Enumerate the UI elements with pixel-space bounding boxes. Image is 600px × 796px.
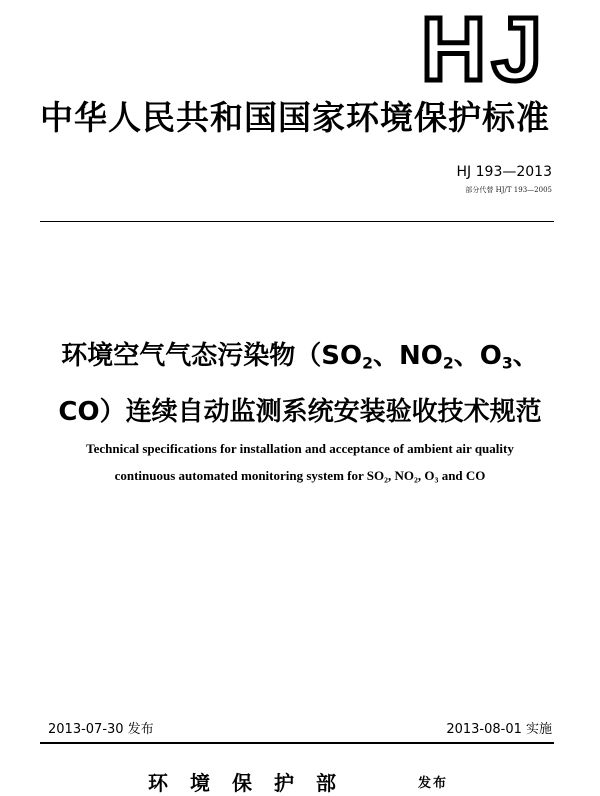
chinese-title-line-1 (0, 336, 600, 376)
title-text: 、NO (372, 341, 443, 371)
publisher: 环境保护部 (148, 771, 358, 795)
subscript: 3 (501, 354, 513, 373)
footer-divider (40, 742, 554, 744)
subscript: 2 (362, 354, 373, 373)
english-title-text: continuous automated monitoring system for SO (114, 468, 385, 483)
subscript: 2 (442, 354, 454, 373)
implementation-date: 2013-08-01 实施 (446, 722, 552, 737)
standard-code: HJ 193—2013 (456, 164, 552, 180)
subscript: 2 (414, 475, 418, 485)
title-text: 、O (453, 341, 502, 371)
title-text: 、 (512, 341, 539, 371)
english-title-text: and CO (438, 468, 486, 483)
issue-date: 2013-07-30 发布 (48, 722, 154, 737)
chinese-title-line-2: CO）连续自动监测系统安装验收技术规范 (58, 397, 542, 427)
english-title-line-1: Technical specifications for installation and acceptance of ambient air quality (86, 441, 514, 456)
english-title-text: , O (417, 468, 435, 483)
subscript: 3 (434, 475, 439, 485)
english-title-text: , NO (388, 468, 415, 483)
subscript: 2 (384, 475, 389, 485)
english-title-line-2 (0, 467, 600, 485)
publisher-suffix: 发布 (418, 776, 449, 791)
header-divider (40, 221, 554, 222)
title-text: 环境空气气态污染物（SO (61, 341, 363, 371)
hj-logo: HJ (420, 0, 548, 100)
replaces-note: 部分代替 HJ/T 193—2005 (465, 186, 552, 194)
issuing-organization: 中华人民共和国国家环境保护标准 (40, 98, 550, 137)
